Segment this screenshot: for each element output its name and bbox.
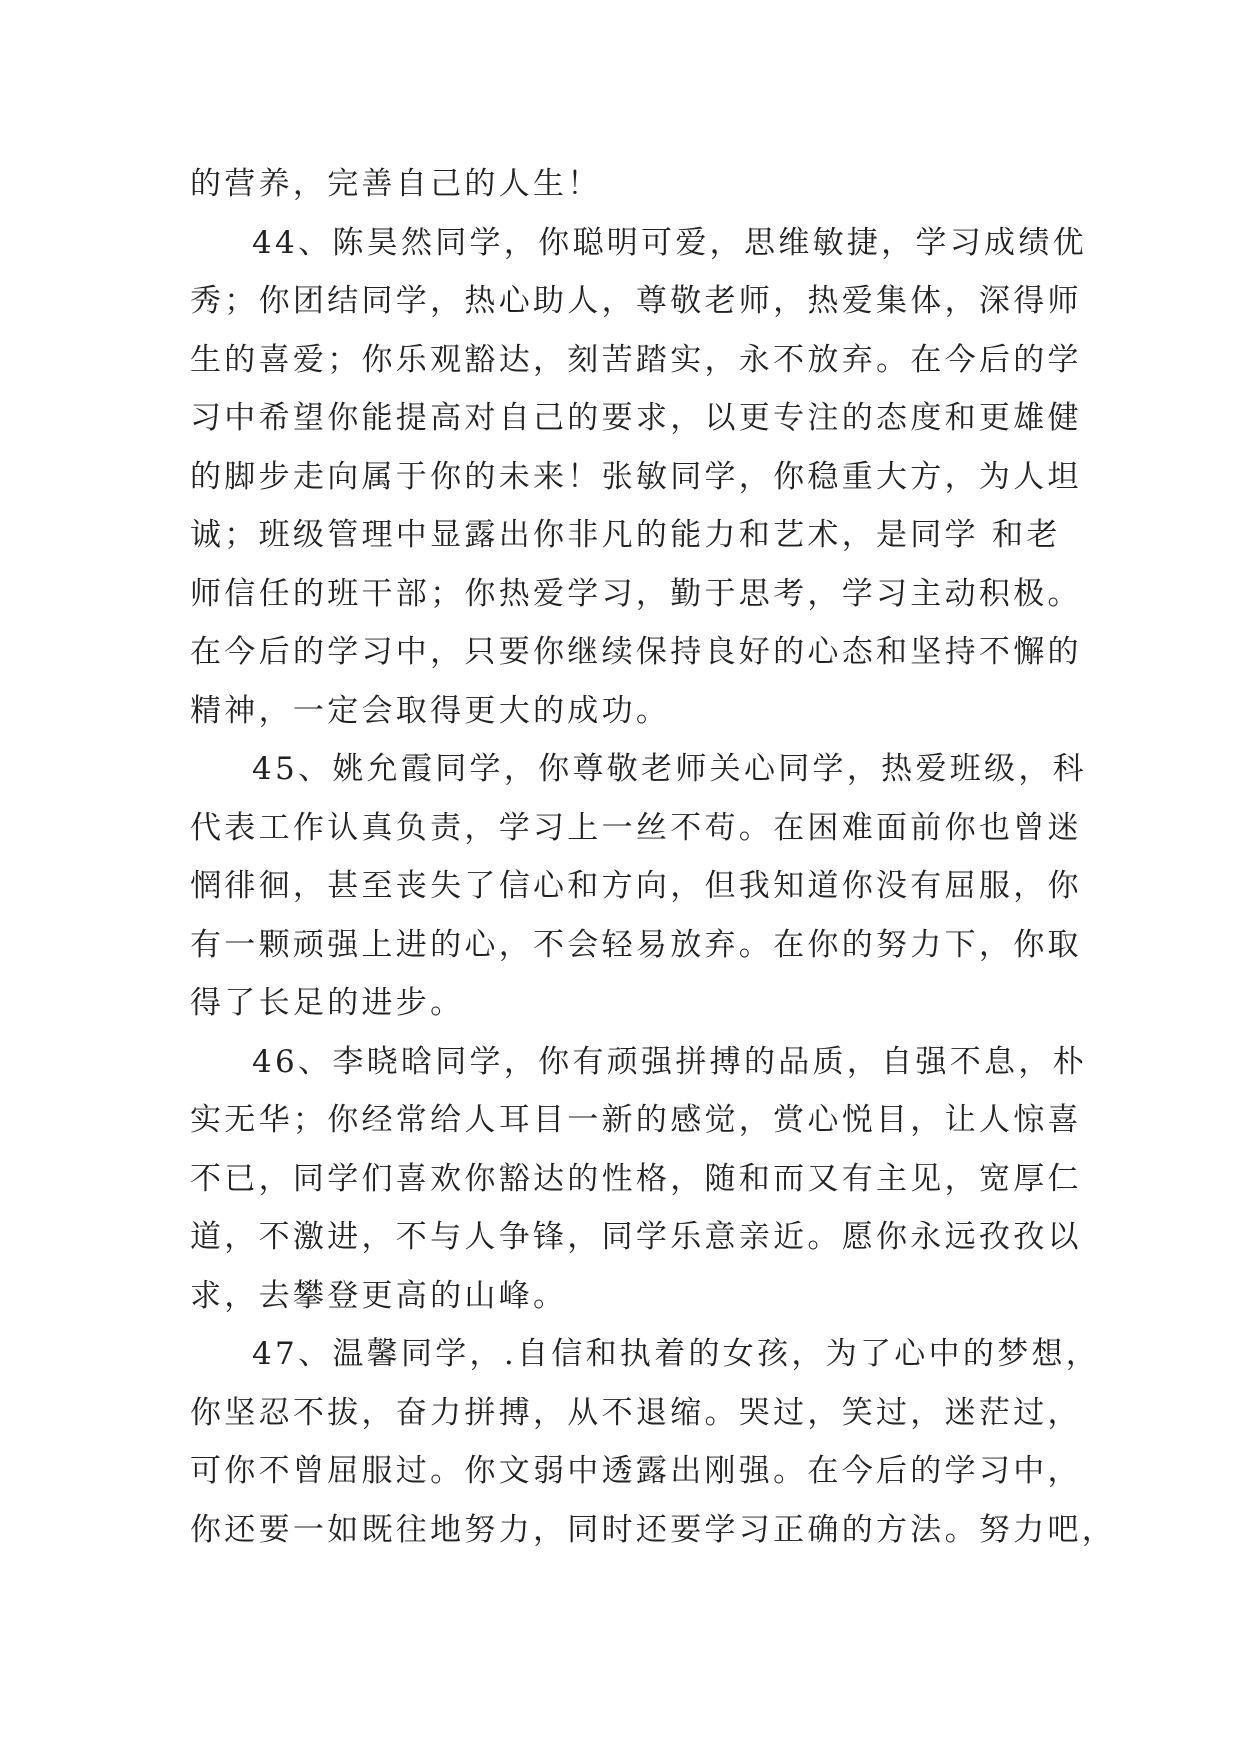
text-line: 在今后的学习中，只要你继续保持良好的心态和坚持不懈的 <box>190 634 1082 670</box>
text-line: 师信任的班干部；你热爱学习，勤于思考，学习主动积极。 <box>190 575 1082 612</box>
text-line: 不已，同学们喜欢你豁达的性格，随和而又有主见，宽厚仁 <box>190 1160 1082 1197</box>
text-line: 惘徘徊，甚至丧失了信心和方向，但我知道你没有屈服，你 <box>190 868 1082 904</box>
text-line: 秀；你团结同学，热心助人，尊敬老师，热爱集体，深得师 <box>190 283 1082 319</box>
text-line: 你坚忍不拔，奋力拼搏，从不退缩。哭过，笑过，迷茫过， <box>190 1394 1082 1431</box>
text-line: 精神，一定会取得更大的成功。 <box>190 692 671 729</box>
text-line: 的脚步走向属于你的未来！张敏同学，你稳重大方，为人坦 <box>190 458 1082 495</box>
text-line: 得了长足的进步。 <box>190 985 465 1021</box>
text-line: 实无华；你经常给人耳目一新的感觉，赏心悦目，让人惊喜 <box>190 1102 1082 1138</box>
text-line: 你还要一如既往地努力，同时还要学习正确的方法。努力吧， <box>190 1511 1117 1548</box>
text-line: 45、姚允霞同学，你尊敬老师关心同学，热爱班级，科 <box>252 751 1087 787</box>
text-line: 道，不激进，不与人争锋，同学乐意亲近。愿你永远孜孜以 <box>190 1219 1082 1255</box>
text-line: 44、陈昊然同学，你聪明可爱，思维敏捷，学习成绩优 <box>252 224 1087 261</box>
text-line: 生的喜爱；你乐观豁达，刻苦踏实，永不放弃。在今后的学 <box>190 341 1082 378</box>
text-line: 有一颗顽强上进的心，不会轻易放弃。在你的努力下，你取 <box>190 926 1082 963</box>
text-line: 代表工作认真负责，学习上一丝不苟。在困难面前你也曾迷 <box>190 809 1082 846</box>
document-body <box>190 155 1117 1559</box>
text-line: 习中希望你能提高对自己的要求，以更专注的态度和更雄健 <box>190 400 1082 436</box>
text-line: 诚；班级管理中显露出你非凡的能力和艺术，是同学 和老 <box>190 517 1061 553</box>
text-line: 可你不曾屈服过。你文弱中透露出刚强。在今后的学习中， <box>190 1453 1082 1489</box>
text-line: 求，去攀登更高的山峰。 <box>190 1277 568 1314</box>
text-line: 47、温馨同学，.自信和执着的女孩，为了心中的梦想， <box>252 1336 1101 1372</box>
text-line: 46、李晓晗同学，你有顽强拼搏的品质，自强不息，朴 <box>252 1043 1087 1080</box>
text-line: 的营养，完善自己的人生！ <box>190 166 602 202</box>
